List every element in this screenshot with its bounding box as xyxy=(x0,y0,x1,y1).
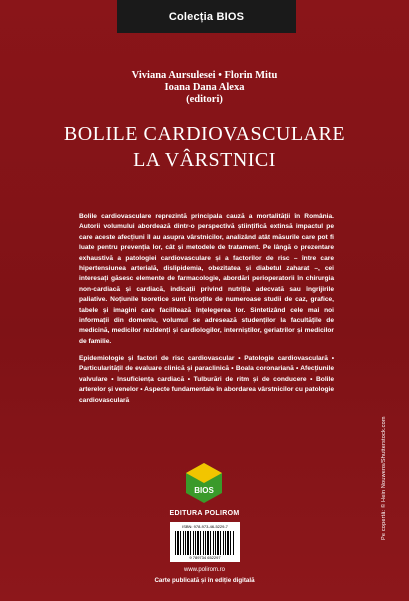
barcode-bars xyxy=(175,531,235,555)
isbn-barcode xyxy=(170,522,240,562)
barcode-number: 9 789734 652297 xyxy=(189,555,221,560)
title-line-2: LA VÂRSTNICI xyxy=(133,149,276,171)
digital-edition-note: Carte publicată și în ediție digitală xyxy=(154,577,255,584)
isbn-text: ISBN: 978-973-46-5229-7 xyxy=(182,524,228,529)
book-description: Bolile cardiovasculare reprezintă principala cauză a mortalității în România. Autorii volumului abordează dintr-o perspectivă științifică extinsă impactul pe care aceste afecțiuni îl au asupra vârstnicilor, analizând atât măsurile care pot fi luate pentru prevenția lor, cât și metodele de tratament. Pe lângă o prezentare exhaustivă a patologiei cardiovasculare și a factorilor de risc – între care hipertensiunea arterială, dislipidemia, obezitatea și diabetul zaharat –, cei interesați găsesc elemente de farmacologie, abordări perioperatorii în chirurgia non-cardiacă și cardiacă, indicații privind nutriția adecvată sau îngrijirile paliative. Noțiunile teoretice sunt însoțite de numeroase studii de caz, grafice, tabele și imagini care facilitează înțelegerea lor. Sintetizând cele mai noi informații din domeniu, volumul se adresează studenților la facultățile de medicină, medicilor rezidenți și cardiologilor, interniștilor, geriatrilor și medicilor de familie. xyxy=(79,213,334,345)
publisher-name: EDITURA POLIROM xyxy=(169,510,240,517)
book-title xyxy=(0,121,409,173)
photo-credit: Pe copertă: © Hein Nouwens/Shutterstock.com xyxy=(381,416,387,540)
authors-line-1: Viviana Aursulesei • Florin Mitu xyxy=(131,70,278,81)
logo-text: BIOS xyxy=(194,486,214,495)
authors-block xyxy=(0,70,409,106)
collection-label: Colecția BIOS xyxy=(168,10,245,23)
title-line-1: BOLILE CARDIOVASCULARE xyxy=(63,123,346,145)
bios-logo-icon xyxy=(183,462,225,504)
topics-list: Epidemiologie și factori de risc cardiovascular • Patologie cardiovasculară • Particularitățil de evaluare clinică și paraclinică • Boala coronariană • Afecțiunile valvulare • Insuficiența cardiacă • Tulburări de ritm și de conducere • Bolile arterelor și venelor • Aspecte fundamentale în abordarea vârstnicilor cu patologie cardiovasculară xyxy=(79,355,334,404)
editors-label: (editori) xyxy=(186,94,223,105)
authors-line-2: Ioana Dana Alexa xyxy=(164,82,245,93)
collection-banner xyxy=(117,0,296,33)
publisher-url: www.polirom.ro xyxy=(183,567,225,573)
